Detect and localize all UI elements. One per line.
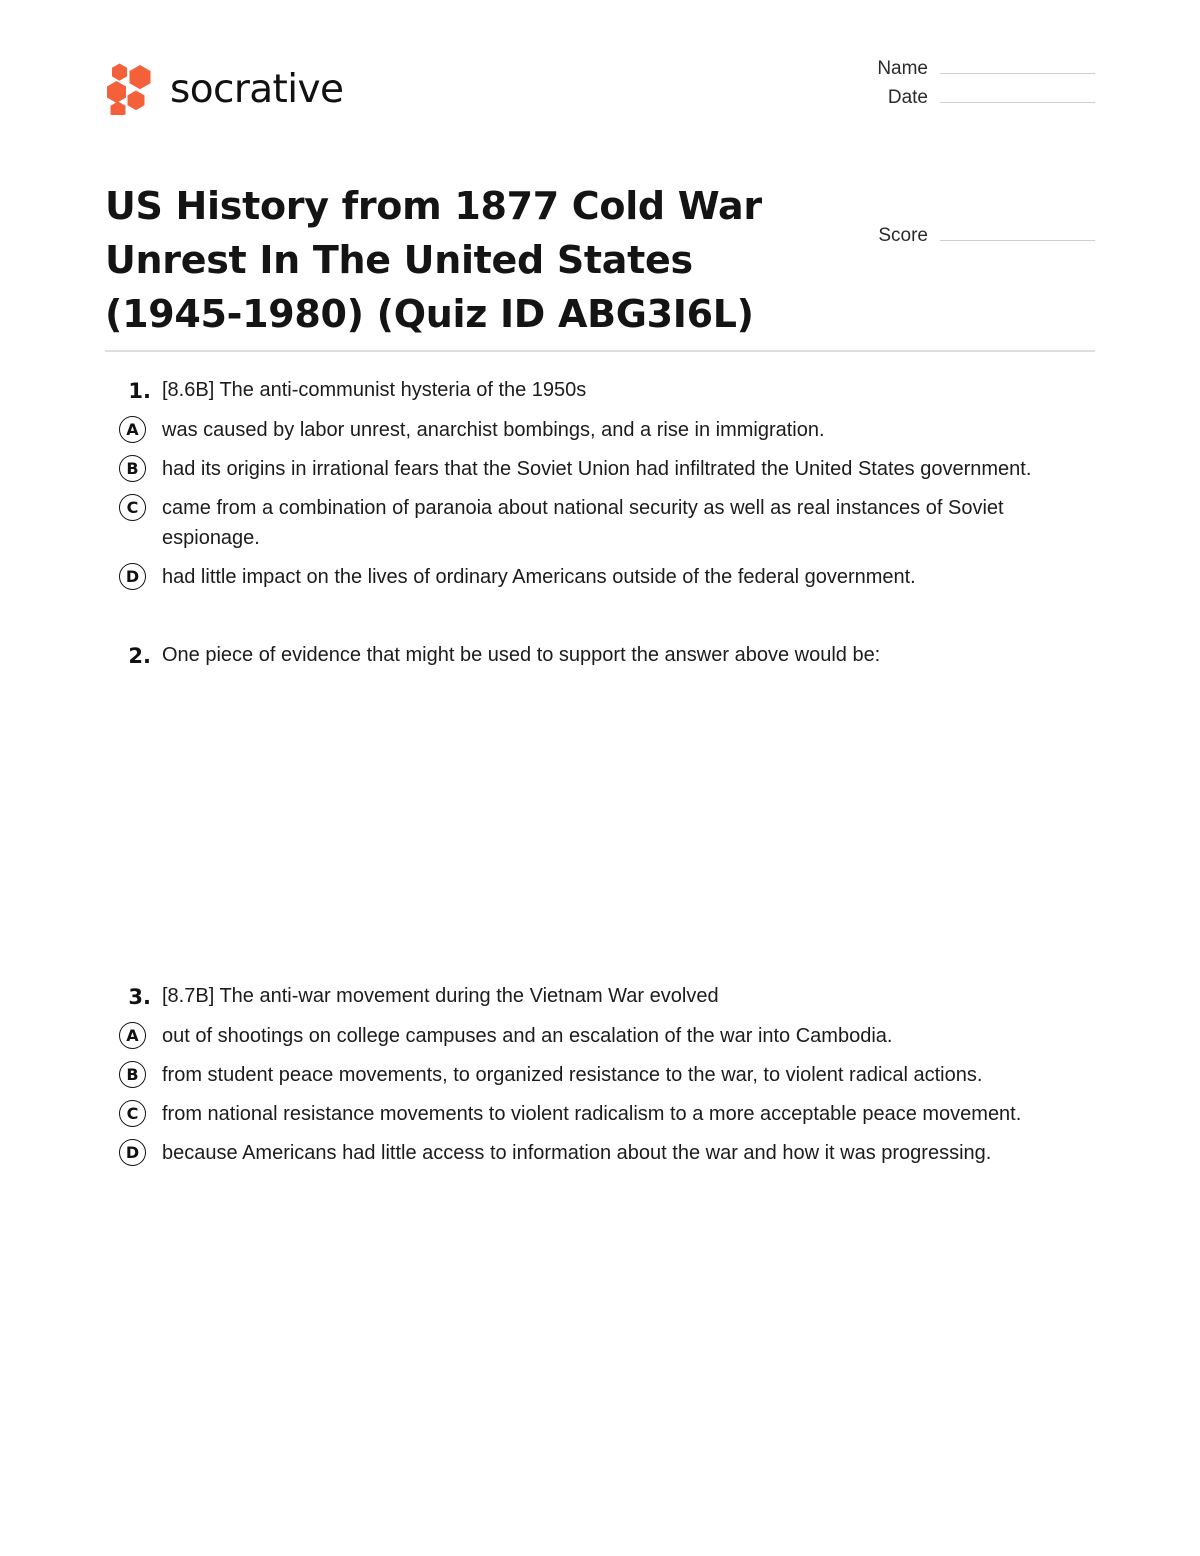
answer-choice-text: was caused by labor unrest, anarchist bombings, and a rise in immigration. [162,419,825,441]
page-title: US History from 1877 Cold War Unrest In The United States (1945-1980) (Quiz ID ABG3I6L) [105,184,762,337]
date-field-row [835,84,1095,113]
answer-choice[interactable] [105,493,1095,553]
answer-choice-text: from student peace movements, to organized resistance to the war, to violent radical actions. [162,1064,983,1086]
date-field-label: Date [887,87,928,108]
score-field-input[interactable] [940,222,1095,241]
question-text: One piece of evidence that might be used to support the answer above would be: [162,644,881,666]
answer-bubble-d[interactable]: D [119,563,146,590]
score-field-label: Score [878,225,928,246]
answer-bubble-d[interactable]: D [119,1139,146,1166]
socrative-wordmark: socrative [170,66,344,112]
name-field-input[interactable] [940,55,1095,74]
question-block [105,640,1095,933]
name-field-row [835,55,1095,84]
socrative-hexagon-logo-icon [105,63,155,115]
socrative-logo [105,63,343,115]
answer-bubble-b[interactable]: B [119,1061,146,1088]
answer-choice[interactable] [105,415,1095,445]
question-spacer [105,592,1095,640]
name-field-label: Name [877,58,928,79]
question-text: [8.7B] The anti-war movement during the Vietnam War evolved [162,985,719,1007]
date-field-input[interactable] [940,84,1095,103]
answer-choice-text: had little impact on the lives of ordinary Americans outside of the federal government. [162,566,916,588]
answer-choice-text: came from a combination of paranoia about national security as well as real instances of Soviet espionage. [162,497,1004,549]
student-info-fields [835,55,1095,246]
question-block [105,981,1095,1168]
page-header [105,55,1095,337]
question-spacer [105,933,1095,981]
question-number: 3. [128,985,151,1009]
answer-choice[interactable] [105,1138,1095,1168]
answer-choice[interactable] [105,1099,1095,1129]
answer-choice[interactable] [105,1060,1095,1090]
answer-choice-text: from national resistance movements to violent radicalism to a more acceptable peace movement. [162,1103,1022,1125]
answer-bubble-a[interactable]: A [119,1022,146,1049]
answer-bubble-c[interactable]: C [119,1100,146,1127]
answer-choice[interactable] [105,562,1095,592]
questions-list [105,375,1095,1168]
answer-choice-text: because Americans had little access to information about the war and how it was progressing. [162,1142,992,1164]
question-number: 2. [128,644,151,668]
question-block [105,375,1095,592]
question-heading [105,981,1095,1012]
free-response-answer-area[interactable] [105,677,1095,933]
answer-bubble-c[interactable]: C [119,494,146,521]
question-text: [8.6B] The anti-communist hysteria of the 1950s [162,379,587,401]
question-heading [105,375,1095,406]
question-number: 1. [128,379,151,403]
answer-choice-text: had its origins in irrational fears that the Soviet Union had infiltrated the United States government. [162,458,1032,480]
score-field-row [878,222,1095,251]
answer-choice[interactable] [105,1021,1095,1051]
question-heading [105,640,1095,671]
answer-choice-text: out of shootings on college campuses and an escalation of the war into Cambodia. [162,1025,893,1047]
answer-bubble-b[interactable]: B [119,455,146,482]
answer-bubble-a[interactable]: A [119,416,146,443]
answer-choice[interactable] [105,454,1095,484]
header-divider [105,350,1095,352]
